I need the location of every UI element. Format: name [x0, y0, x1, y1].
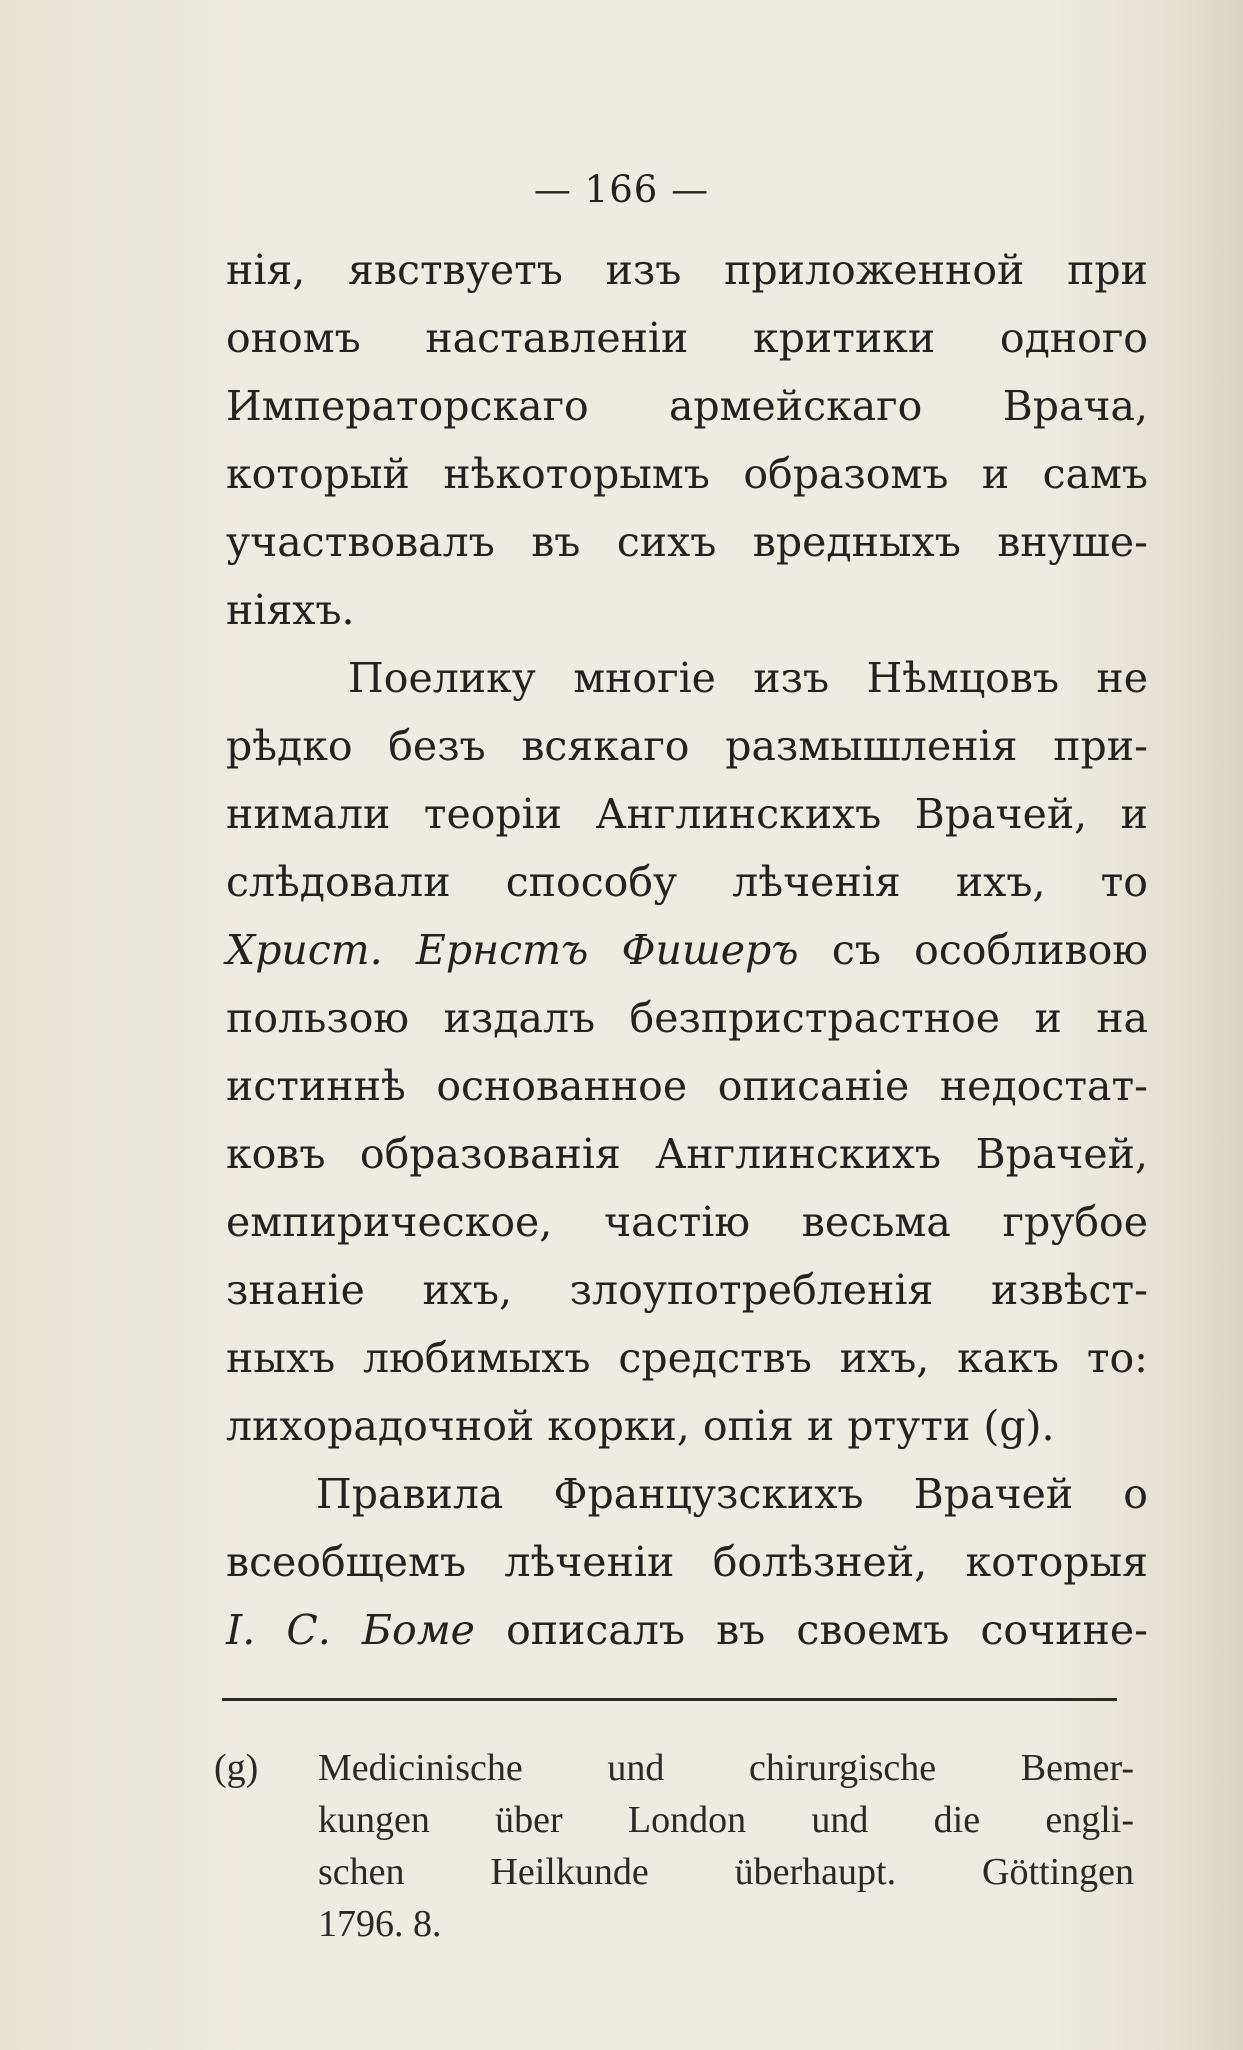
text-line: который нѣкоторымъ образомъ и самъ: [226, 450, 1148, 498]
text-line: нія, явствуетъ изъ приложенной при: [226, 246, 1148, 294]
footnote-rule: [222, 1698, 1117, 1701]
text-line: пользою издалъ безпристрастное и на: [226, 994, 1148, 1042]
footnote-line: kungen über London und die engli-: [318, 1799, 1134, 1841]
text-line: ономъ наставленіи критики одного: [226, 314, 1148, 362]
text-line: ніяхъ.: [226, 586, 355, 634]
main-text: [226, 236, 1148, 1664]
text-line: всеобщемъ лѣченіи болѣзней, которыя: [226, 1538, 1148, 1586]
footnote-line: schen Heilkunde überhaupt. Göttingen: [318, 1851, 1134, 1893]
footnote-text: Medicinische und chirurgische Bemer-: [318, 1747, 1134, 1789]
text-fragment: описалъ въ своемъ сочине-: [506, 1606, 1148, 1654]
text-fragment: съ особливою: [831, 926, 1148, 974]
paragraph-start-line: Правила Французскихъ Врачей о: [316, 1470, 1148, 1518]
paragraph-start-line: Поелику многіе изъ Нѣмцовъ не: [348, 654, 1148, 702]
text-line-with-name: [226, 1596, 1148, 1664]
text-line: Императорскаго армейскаго Врача,: [226, 382, 1148, 430]
text-line: знаніе ихъ, злоупотребленія извѣст-: [226, 1266, 1148, 1314]
text-line: ныхъ любимыхъ средствъ ихъ, какъ то:: [226, 1334, 1148, 1382]
footnote: [214, 1742, 1134, 1950]
text-line: участвовалъ въ сихъ вредныхъ внуше-: [226, 518, 1148, 566]
page-number: — 166 —: [533, 168, 710, 211]
text-line-with-name: [226, 916, 1148, 984]
text-line: слѣдовали способу лѣченія ихъ, то: [226, 858, 1148, 906]
text-line: ковъ образованія Англинскихъ Врачей,: [226, 1130, 1148, 1178]
text-line: лихорадочной корки, опія и ртути (g).: [226, 1402, 1055, 1450]
author-name-bome: І. С. Боме: [226, 1606, 475, 1654]
text-line: истиннѣ основанное описаніе недостат-: [226, 1062, 1148, 1110]
footnote-marker: (g): [214, 1747, 259, 1789]
footnote-line: 1796. 8.: [318, 1903, 442, 1945]
text-line: нимали теоріи Англинскихъ Врачей, и: [226, 790, 1148, 838]
text-line: рѣдко безъ всякаго размышленія при-: [226, 722, 1148, 770]
footnote-line: [214, 1742, 1134, 1794]
author-name-fischer: Христ. Ернстъ Фишеръ: [226, 926, 799, 974]
text-line: емпирическое, частію весьма грубое: [226, 1198, 1148, 1246]
